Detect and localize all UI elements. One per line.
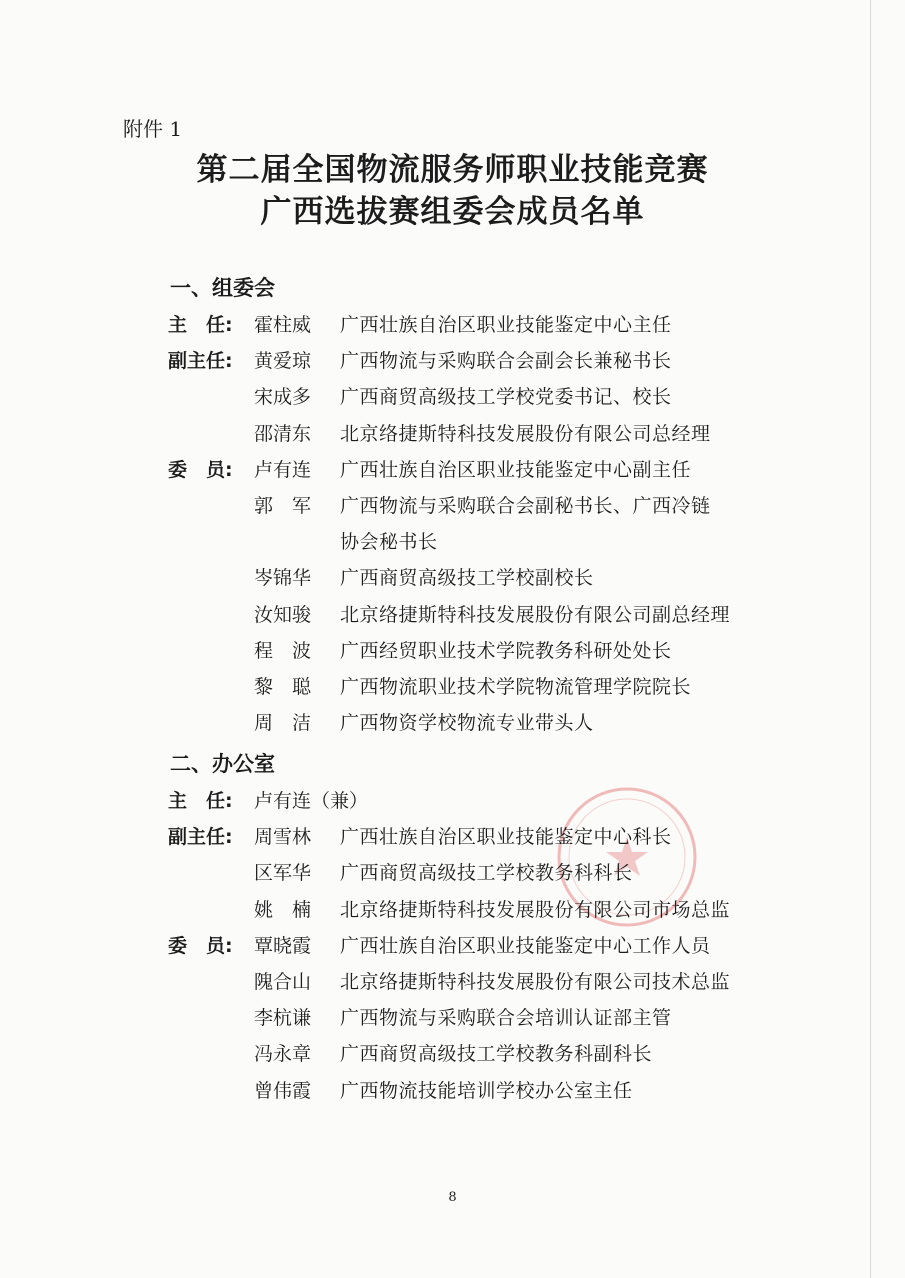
member-duty: 北京络捷斯特科技发展股份有限公司市场总监 [340, 898, 731, 921]
member-name: 冯永章 [254, 1043, 312, 1066]
attachment-label: 附件 1 [123, 117, 183, 141]
member-name: 程 波 [254, 639, 312, 662]
member-duty: 北京络捷斯特科技发展股份有限公司副总经理 [340, 603, 731, 626]
member-name: 周 洁 [254, 712, 312, 735]
member-duty: 广西物流与采购联合会副秘书长、广西冷链 [340, 495, 711, 517]
member-role: 委 员: [168, 934, 233, 957]
member-duty: 协会秘书长 [340, 531, 438, 554]
page-number: 8 [448, 1190, 457, 1205]
member-name: 卢有连 [254, 458, 312, 481]
member-duty: 北京络捷斯特科技发展股份有限公司技术总监 [340, 971, 731, 993]
member-duty: 广西商贸高级技工学校副校长 [340, 567, 594, 590]
section-heading: 二、办公室 [170, 752, 275, 776]
member-name: 郭 军 [254, 495, 312, 517]
member-name: 岑锦华 [254, 567, 312, 590]
document-title-line1: 第二届全国物流服务师职业技能竞赛 [196, 152, 709, 188]
member-name: 黄爱琼 [254, 350, 312, 373]
member-role: 主 任: [168, 790, 233, 812]
member-duty: 广西物流技能培训学校办公室主任 [340, 1079, 633, 1102]
member-role: 副主任: [168, 350, 233, 373]
member-name: 曾伟霞 [254, 1079, 312, 1102]
member-role: 委 员: [168, 458, 233, 481]
member-duty: 广西经贸职业技术学院教务科研处处长 [340, 639, 672, 662]
member-name: 区军华 [254, 862, 312, 885]
member-name: 邵清东 [254, 422, 312, 445]
member-duty: 广西物流与采购联合会副会长兼秘书长 [340, 350, 672, 373]
member-duty: 广西壮族自治区职业技能鉴定中心工作人员 [340, 934, 711, 957]
document-title-line2: 广西选拔赛组委会成员名单 [260, 194, 645, 230]
member-duty: 广西物流职业技术学院物流管理学院院长 [340, 676, 692, 698]
member-duty: 广西物资学校物流专业带头人 [340, 712, 594, 735]
member-duty: 广西商贸高级技工学校党委书记、校长 [340, 386, 672, 409]
member-name: 隗合山 [254, 971, 312, 993]
member-name: 姚 楠 [254, 898, 312, 921]
member-name: 覃晓霞 [254, 934, 312, 957]
member-name: 黎 聪 [254, 676, 312, 698]
member-duty: 广西壮族自治区职业技能鉴定中心副主任 [340, 458, 692, 481]
member-duty: 广西物流与采购联合会培训认证部主管 [340, 1007, 672, 1030]
member-duty: 广西壮族自治区职业技能鉴定中心主任 [340, 314, 672, 336]
member-name: 周雪林 [254, 826, 312, 849]
section-heading: 一、组委会 [170, 276, 275, 300]
member-duty: 广西商贸高级技工学校教务科科长 [340, 862, 633, 885]
member-name: 汝知骏 [254, 603, 312, 626]
member-name: 李杭谦 [254, 1007, 312, 1030]
member-role: 主 任: [168, 314, 233, 336]
member-name: 宋成多 [254, 386, 312, 409]
member-role: 副主任: [168, 826, 233, 849]
member-duty: 广西商贸高级技工学校教务科副科长 [340, 1043, 653, 1066]
member-name: 霍柱威 [254, 314, 312, 336]
member-duty: 北京络捷斯特科技发展股份有限公司总经理 [340, 422, 711, 445]
member-name: 卢有连（兼） [254, 790, 369, 812]
member-duty: 广西壮族自治区职业技能鉴定中心科长 [340, 826, 672, 849]
